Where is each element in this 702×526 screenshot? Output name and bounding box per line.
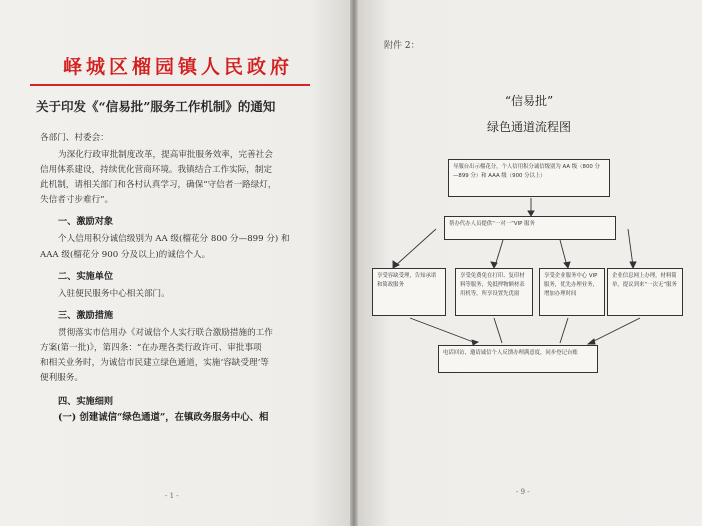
section-line: 入驻便民服务中心相关部门。 [58,289,170,299]
section-line: 和相关业务时，为诚信市民建立绿色通道，实施‘容缺受理’等 [40,358,269,368]
section-line-bold: (一) 创建诚信“绿色通道”，在镇政务服务中心、相 [58,412,269,423]
section-heading: 一、激励对象 [58,216,114,227]
section-line: 便利服务。 [40,373,83,383]
attachment-label: 附件 2： [384,41,420,51]
flow-box-phone-followup: 电话回访，邀请诚信个人反馈办理满意度，同步登记台账 [438,345,598,373]
flow-title-line-1: “信易批” [504,94,554,108]
intro-line: 为深化行政审批制度改革，提高审批服务效率，完善社会 [58,150,273,160]
notice-title: 关于印发《“信易批”服务工作机制》的通知 [36,99,276,114]
flow-box-deficiency-acceptance: 享受容缺受理，告知承诺和简政服务 [372,268,446,316]
section-heading: 三、激励措施 [58,310,114,321]
section-line: 贯彻落实市信用办《对诚信个人实行联合激励措施的工作 [58,328,273,338]
section-line: 方案(第一批)》，第四条：“在办理各类行政许可、审批事项 [40,343,262,353]
page-number: - 1 - [165,492,179,500]
intro-line: 此机制，请相关部门和各村认真学习，确保“守信者一路绿灯， [40,180,277,190]
salutation: 各部门、村委会： [40,133,109,143]
flow-box-check-score: 导服台出示榴花分，个人信用积分诚信级别为 AA 级（800 分—899 分）和 AAA 级（900 分以上） [448,159,610,197]
section-line: 个人信用积分诚信级别为 AA 级(榴花分 800 分—899 分) 和 [58,234,290,244]
flow-box-vip-service: 帮办代办人员提供“一对一”VIP 服务 [444,216,616,240]
intro-line: 信用体系建设，持续优化营商环境。我镇结合工作实际，制定 [40,165,273,175]
flow-title-line-2: 绿色通道流程图 [486,120,571,134]
section-line: AAA 级(榴花分 900 分及以上)的诚信个人。 [40,250,211,260]
flow-box-online-processing: 企业信息网上办理，材料简单，提议到来“一次无”服务 [607,268,683,316]
section-heading: 二、实施单位 [58,271,114,282]
flow-box-priority-processing: 享受企业服务中心 VIP 服务，优先办理业务，增加办理时间 [539,268,605,316]
flow-box-free-printing: 享受免费免在打印、复印材料等服务，免抵押物额材表用机等，所享设置先优窗 [455,268,533,316]
government-title: 峄城区榴园镇人民政府 [62,56,293,78]
section-heading: 四、实施细则 [58,396,114,407]
page-number: - 9 - [516,488,530,496]
intro-line: 失信者寸步难行”。 [40,195,114,205]
